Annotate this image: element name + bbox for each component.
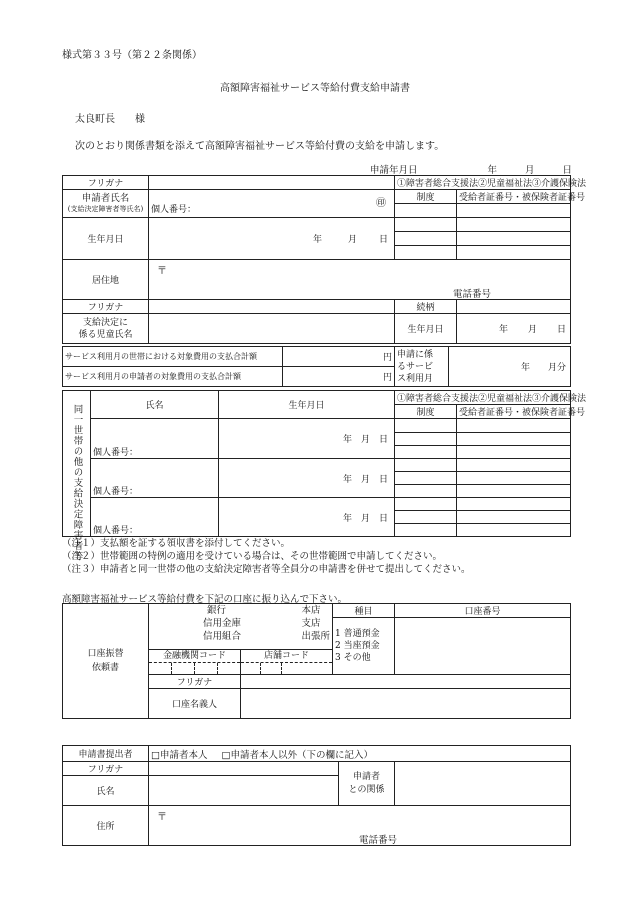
cert-number-grid[interactable] <box>457 232 571 246</box>
service-month-text: 年 月分 <box>520 363 566 373</box>
system-cell[interactable] <box>395 472 457 485</box>
applicant-furigana-label: フリガナ <box>63 176 149 190</box>
applicant-personal-number: 個人番号： <box>151 205 197 215</box>
member-2-name[interactable] <box>91 459 219 498</box>
cert-number-grid[interactable] <box>457 472 571 485</box>
child-birth-year: 年 <box>498 325 508 335</box>
relationship-field[interactable] <box>457 300 571 314</box>
system-cell[interactable] <box>395 218 457 232</box>
member-2-birth-text: 年 月 日 <box>343 474 389 485</box>
member-1-birth[interactable] <box>219 419 395 459</box>
application-date-label: 申請年月日 <box>370 165 418 176</box>
birth-year: 年 <box>312 235 322 245</box>
cert-number-grid[interactable] <box>457 433 571 446</box>
relationship-label: 続柄 <box>395 300 457 314</box>
cert-number-grid[interactable] <box>457 246 571 260</box>
child-name-field[interactable] <box>149 314 395 344</box>
submitter-relation-1: 申請者 <box>352 771 380 782</box>
applicant-total-field[interactable] <box>283 367 395 387</box>
service-month-label-3: ス利用月 <box>397 373 434 384</box>
cert-number-grid[interactable] <box>457 498 571 511</box>
submitter-other-checkbox[interactable]: □申請者本人以外（下の欄に記入） <box>221 749 373 761</box>
submitter-options <box>149 746 571 762</box>
branch-code-label: 店舗コード <box>241 650 332 663</box>
residence-label: 居住地 <box>63 260 149 300</box>
cert-number-grid[interactable] <box>457 218 571 232</box>
household-yen: 円 <box>382 353 392 363</box>
residence-field[interactable] <box>149 260 571 300</box>
household-side-label: 同一世帯の他の支給決定障害者等 <box>71 403 83 561</box>
seal-mark: ㊞ <box>376 198 386 209</box>
submitter-relation-field[interactable] <box>395 762 571 806</box>
submitter-address-label: 住所 <box>63 806 149 846</box>
member-3-name[interactable] <box>91 498 219 537</box>
submitter-address-field[interactable] <box>149 806 571 846</box>
cert-number-grid[interactable] <box>457 204 571 218</box>
branch-type-2: 支店 <box>301 618 321 629</box>
child-name-label-cell <box>63 314 149 344</box>
member-3-birth-text: 年 月 日 <box>343 513 389 524</box>
household-side-label-cell <box>63 391 91 561</box>
birth-label: 生年月日 <box>63 218 149 260</box>
submitter-relation-2: との関係 <box>348 784 385 795</box>
cert-label: 受給者証番号・被保険者証番号 <box>457 190 571 204</box>
household-system-label: 制度 <box>395 405 457 419</box>
system-cell[interactable] <box>395 419 457 433</box>
addressee-office: 太良町長 <box>75 114 115 125</box>
account-type-header: 種目 <box>333 604 395 618</box>
submitter-label: 申請書提出者 <box>63 746 149 762</box>
branch-type-3: 出張所 <box>301 631 330 642</box>
system-cell[interactable] <box>395 485 457 498</box>
bank-type-2: 信用金庫 <box>203 618 242 629</box>
notes <box>62 537 471 576</box>
bank-code-field[interactable] <box>149 650 241 675</box>
submitter-furigana-label: フリガナ <box>63 762 149 776</box>
system-cell[interactable] <box>395 232 457 246</box>
member-1-birth-text: 年 月 日 <box>343 435 389 445</box>
date-day: 日 <box>562 165 573 176</box>
holder-label: 口座名義人 <box>149 689 241 719</box>
child-name-label-1: 支給決定に <box>82 317 128 328</box>
applicant-total-label: サービス利用月の申請者の対象費用の支払合計額 <box>63 367 283 387</box>
system-label: 制度 <box>395 190 457 204</box>
applicant-name-field[interactable] <box>149 190 395 218</box>
service-month-label-cell <box>395 347 449 387</box>
cert-number-grid[interactable] <box>457 511 571 524</box>
household-total-label: サービス利用月の世帯における対象費用の支払合計額 <box>63 347 283 367</box>
system-cell[interactable] <box>395 524 457 537</box>
service-month-label-1: 申請に係 <box>397 349 434 360</box>
submitter-name-label: 氏名 <box>63 776 149 806</box>
system-cell[interactable] <box>395 459 457 472</box>
system-cell[interactable] <box>395 511 457 524</box>
branch-name-field[interactable] <box>241 604 333 650</box>
account-type-options[interactable] <box>333 618 395 675</box>
system-cell[interactable] <box>395 204 457 218</box>
applicant-table <box>62 175 587 344</box>
household-total-field[interactable] <box>283 347 395 367</box>
form-number: 様式第３３号（第２２条関係） <box>62 50 202 61</box>
applicant-name-label-cell <box>63 190 149 218</box>
branch-type-1: 本店 <box>301 605 321 616</box>
bank-code-label: 金融機関コード <box>149 650 240 663</box>
member-1-name[interactable] <box>91 419 219 459</box>
child-furigana-label: フリガナ <box>63 300 149 314</box>
bank-type-3: 信用組合 <box>203 631 242 642</box>
submitter-phone-label: 電話番号 <box>359 835 398 846</box>
bank-type-1: 銀行 <box>207 605 227 616</box>
holder-furigana-field[interactable] <box>241 675 571 689</box>
bank-label-cell <box>63 604 149 719</box>
postal-mark: 〒 <box>157 266 167 277</box>
applicant-name-sublabel: (支給決定障害者等氏名) <box>67 204 144 213</box>
date-year: 年 <box>487 165 498 176</box>
birth-month: 月 <box>347 235 357 245</box>
submitter-name-field[interactable] <box>149 776 339 806</box>
submitter-relation-label-cell <box>339 762 395 806</box>
household-birth-header: 生年月日 <box>219 391 395 419</box>
date-month: 月 <box>525 165 535 176</box>
system-cell[interactable] <box>395 446 457 459</box>
account-number-field[interactable] <box>395 618 571 675</box>
bank-intro: 高額障害福祉サービス等給付費を下記の口座に振り込んで下さい。 <box>62 594 348 605</box>
addressee-honorific: 様 <box>135 114 145 125</box>
child-furigana-field[interactable] <box>149 300 395 314</box>
child-name-label-2: 係る児童氏名 <box>78 329 133 340</box>
member-2-personal-number: 個人番号： <box>93 487 139 497</box>
submitter-postal-mark: 〒 <box>157 812 167 823</box>
member-3-personal-number: 個人番号： <box>93 526 139 536</box>
system-cell[interactable] <box>395 498 457 511</box>
submitter-self-checkbox[interactable]: □申請者本人 <box>151 749 208 761</box>
account-number-header: 口座番号 <box>395 604 571 618</box>
account-type-1[interactable]: 1 普通預金 <box>335 629 380 639</box>
member-3-birth[interactable] <box>219 498 395 537</box>
holder-field[interactable] <box>241 689 571 719</box>
bank-label-1: 口座振替 <box>87 649 124 659</box>
applicant-furigana-field[interactable] <box>149 176 395 190</box>
page-title: 高額障害福祉サービス等給付費支給申請書 <box>220 83 410 94</box>
child-birth-label: 生年月日 <box>395 314 457 344</box>
cert-number-grid[interactable] <box>457 459 571 472</box>
cert-number-grid[interactable] <box>457 485 571 498</box>
applicant-yen: 円 <box>382 373 392 383</box>
system-cell[interactable] <box>395 433 457 446</box>
holder-furigana-label: フリガナ <box>149 675 241 689</box>
system-cell[interactable] <box>395 246 457 260</box>
member-2-birth[interactable] <box>219 459 395 498</box>
submitter-furigana-field[interactable] <box>149 762 339 776</box>
household-name-header: 氏名 <box>91 391 219 419</box>
bank-label-2: 依頼書 <box>91 663 119 673</box>
birth-date-field[interactable] <box>149 218 395 260</box>
residence-phone-label: 電話番号 <box>453 289 492 300</box>
child-birth-field[interactable] <box>457 314 571 344</box>
applicant-name-label: 申請者氏名 <box>81 192 130 204</box>
addressee <box>75 110 145 125</box>
child-birth-month: 月 <box>527 325 537 335</box>
cert-number-grid[interactable] <box>457 524 571 537</box>
child-birth-day: 日 <box>557 325 567 335</box>
submitter-table <box>62 745 571 846</box>
account-type-2[interactable]: 2 当座預金 <box>335 641 380 651</box>
bank-name-field[interactable] <box>149 604 241 650</box>
household-cert-label: 受給者証番号・被保険者証番号 <box>457 405 571 419</box>
intro-text: 次のとおり関係書類を添えて高額障害福祉サービス等給付費の支給を申請します。 <box>75 141 445 152</box>
note-3: （注３）申請者と同一世帯の他の支給決定障害者等全員分の申請書を併せて提出してください。 <box>62 564 471 575</box>
bank-table <box>62 603 571 719</box>
cert-number-grid[interactable] <box>457 419 571 433</box>
note-1: （注１）支払額を証する領収書を添付してください。 <box>62 538 291 549</box>
law-header: ①障害者総合支援法②児童福祉法③介護保険法 <box>395 176 571 190</box>
branch-code-field[interactable] <box>241 650 333 675</box>
service-month-label-2: るサービ <box>397 361 434 372</box>
application-date[interactable] <box>370 162 572 176</box>
cert-number-grid[interactable] <box>457 446 571 459</box>
birth-day: 日 <box>378 235 388 245</box>
household-law-header: ①障害者総合支援法②児童福祉法③介護保険法 <box>395 391 571 405</box>
account-type-3[interactable]: 3 その他 <box>335 653 371 663</box>
member-1-personal-number: 個人番号： <box>93 448 139 458</box>
costs-table <box>62 346 571 387</box>
service-month-field[interactable] <box>449 347 571 387</box>
note-2: （注２）世帯範囲の特例の適用を受けている場合は、その世帯範囲で申請してください。 <box>62 551 443 562</box>
